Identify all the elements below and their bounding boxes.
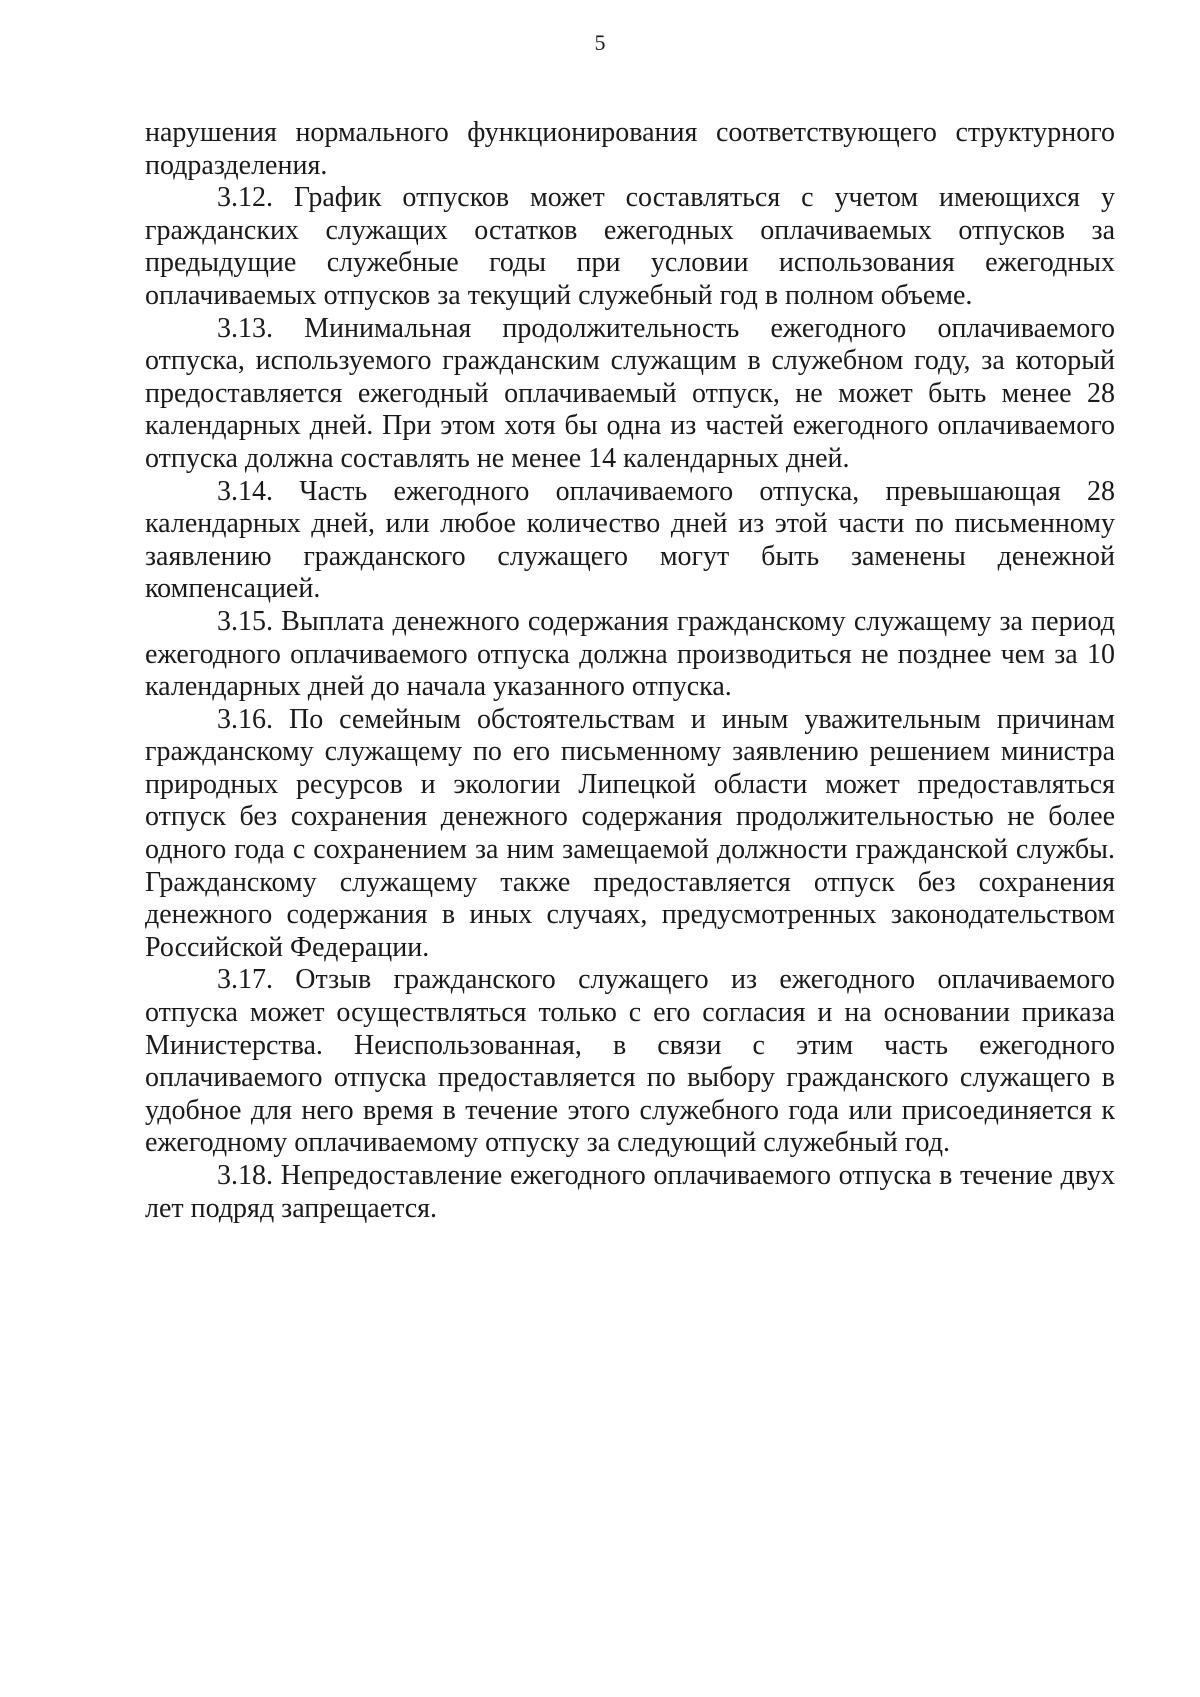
paragraph-3-15: 3.15. Выплата денежного содержания гражданскому служащему за период ежегодного оплачиваемого отпуска должна производиться не позднее чем за 10 календарных дней до начала указанного отпуска. <box>145 605 1115 703</box>
paragraph-3-12: 3.12. График отпусков может составляться с учетом имеющихся у гражданских служащих остатков ежегодных оплачиваемых отпусков за предыдущие служебные годы при условии использования ежегодных оплачиваемых отпусков за текущий служебный год в полном объеме. <box>145 182 1115 311</box>
paragraph-3-13: 3.13. Минимальная продолжительность ежегодного оплачиваемого отпуска, используемого гражданским служащим в служебном году, за который предоставляется ежегодный оплачиваемый отпуск, не может быть менее 28 календарных дней. При этом хотя бы одна из частей ежегодного оплачиваемого отпуска должна составлять не менее 14 календарных дней. <box>145 312 1115 474</box>
paragraph-3-18: 3.18. Непредоставление ежегодного оплачиваемого отпуска в течение двух лет подряд запрещается. <box>145 1160 1115 1224</box>
document-body <box>145 117 1115 1225</box>
paragraph-3-17: 3.17. Отзыв гражданского служащего из ежегодного оплачиваемого отпуска может осуществляться только с его согласия и на основании приказа Министерства. Неиспользованная, в связи с этим часть ежегодного оплачиваемого отпуска предоставляется по выбору гражданского служащего в удобное для него время в течение этого служебного года или присоединяется к ежегодному оплачиваемому отпуску за следующий служебный год. <box>145 964 1115 1159</box>
paragraph-continuation: нарушения нормального функционирования соответствующего структурного подразделения. <box>145 117 1115 181</box>
page-number: 5 <box>594 30 606 55</box>
paragraph-3-16: 3.16. По семейным обстоятельствам и иным уважительным причинам гражданскому служащему по его письменному заявлению решением министра природных ресурсов и экологии Липецкой области может предоставляться отпуск без сохранения денежного содержания продолжительностью не более одного года с сохранением за ним замещаемой должности гражданской службы. Гражданскому служащему также предоставляется отпуск без сохранения денежного содержания в иных случаях, предусмотренных законодательством Российской Федерации. <box>145 703 1115 963</box>
paragraph-3-14: 3.14. Часть ежегодного оплачиваемого отпуска, превышающая 28 календарных дней, или любое количество дней из этой части по письменному заявлению гражданского служащего могут быть заменены денежной компенсацией. <box>145 475 1115 605</box>
